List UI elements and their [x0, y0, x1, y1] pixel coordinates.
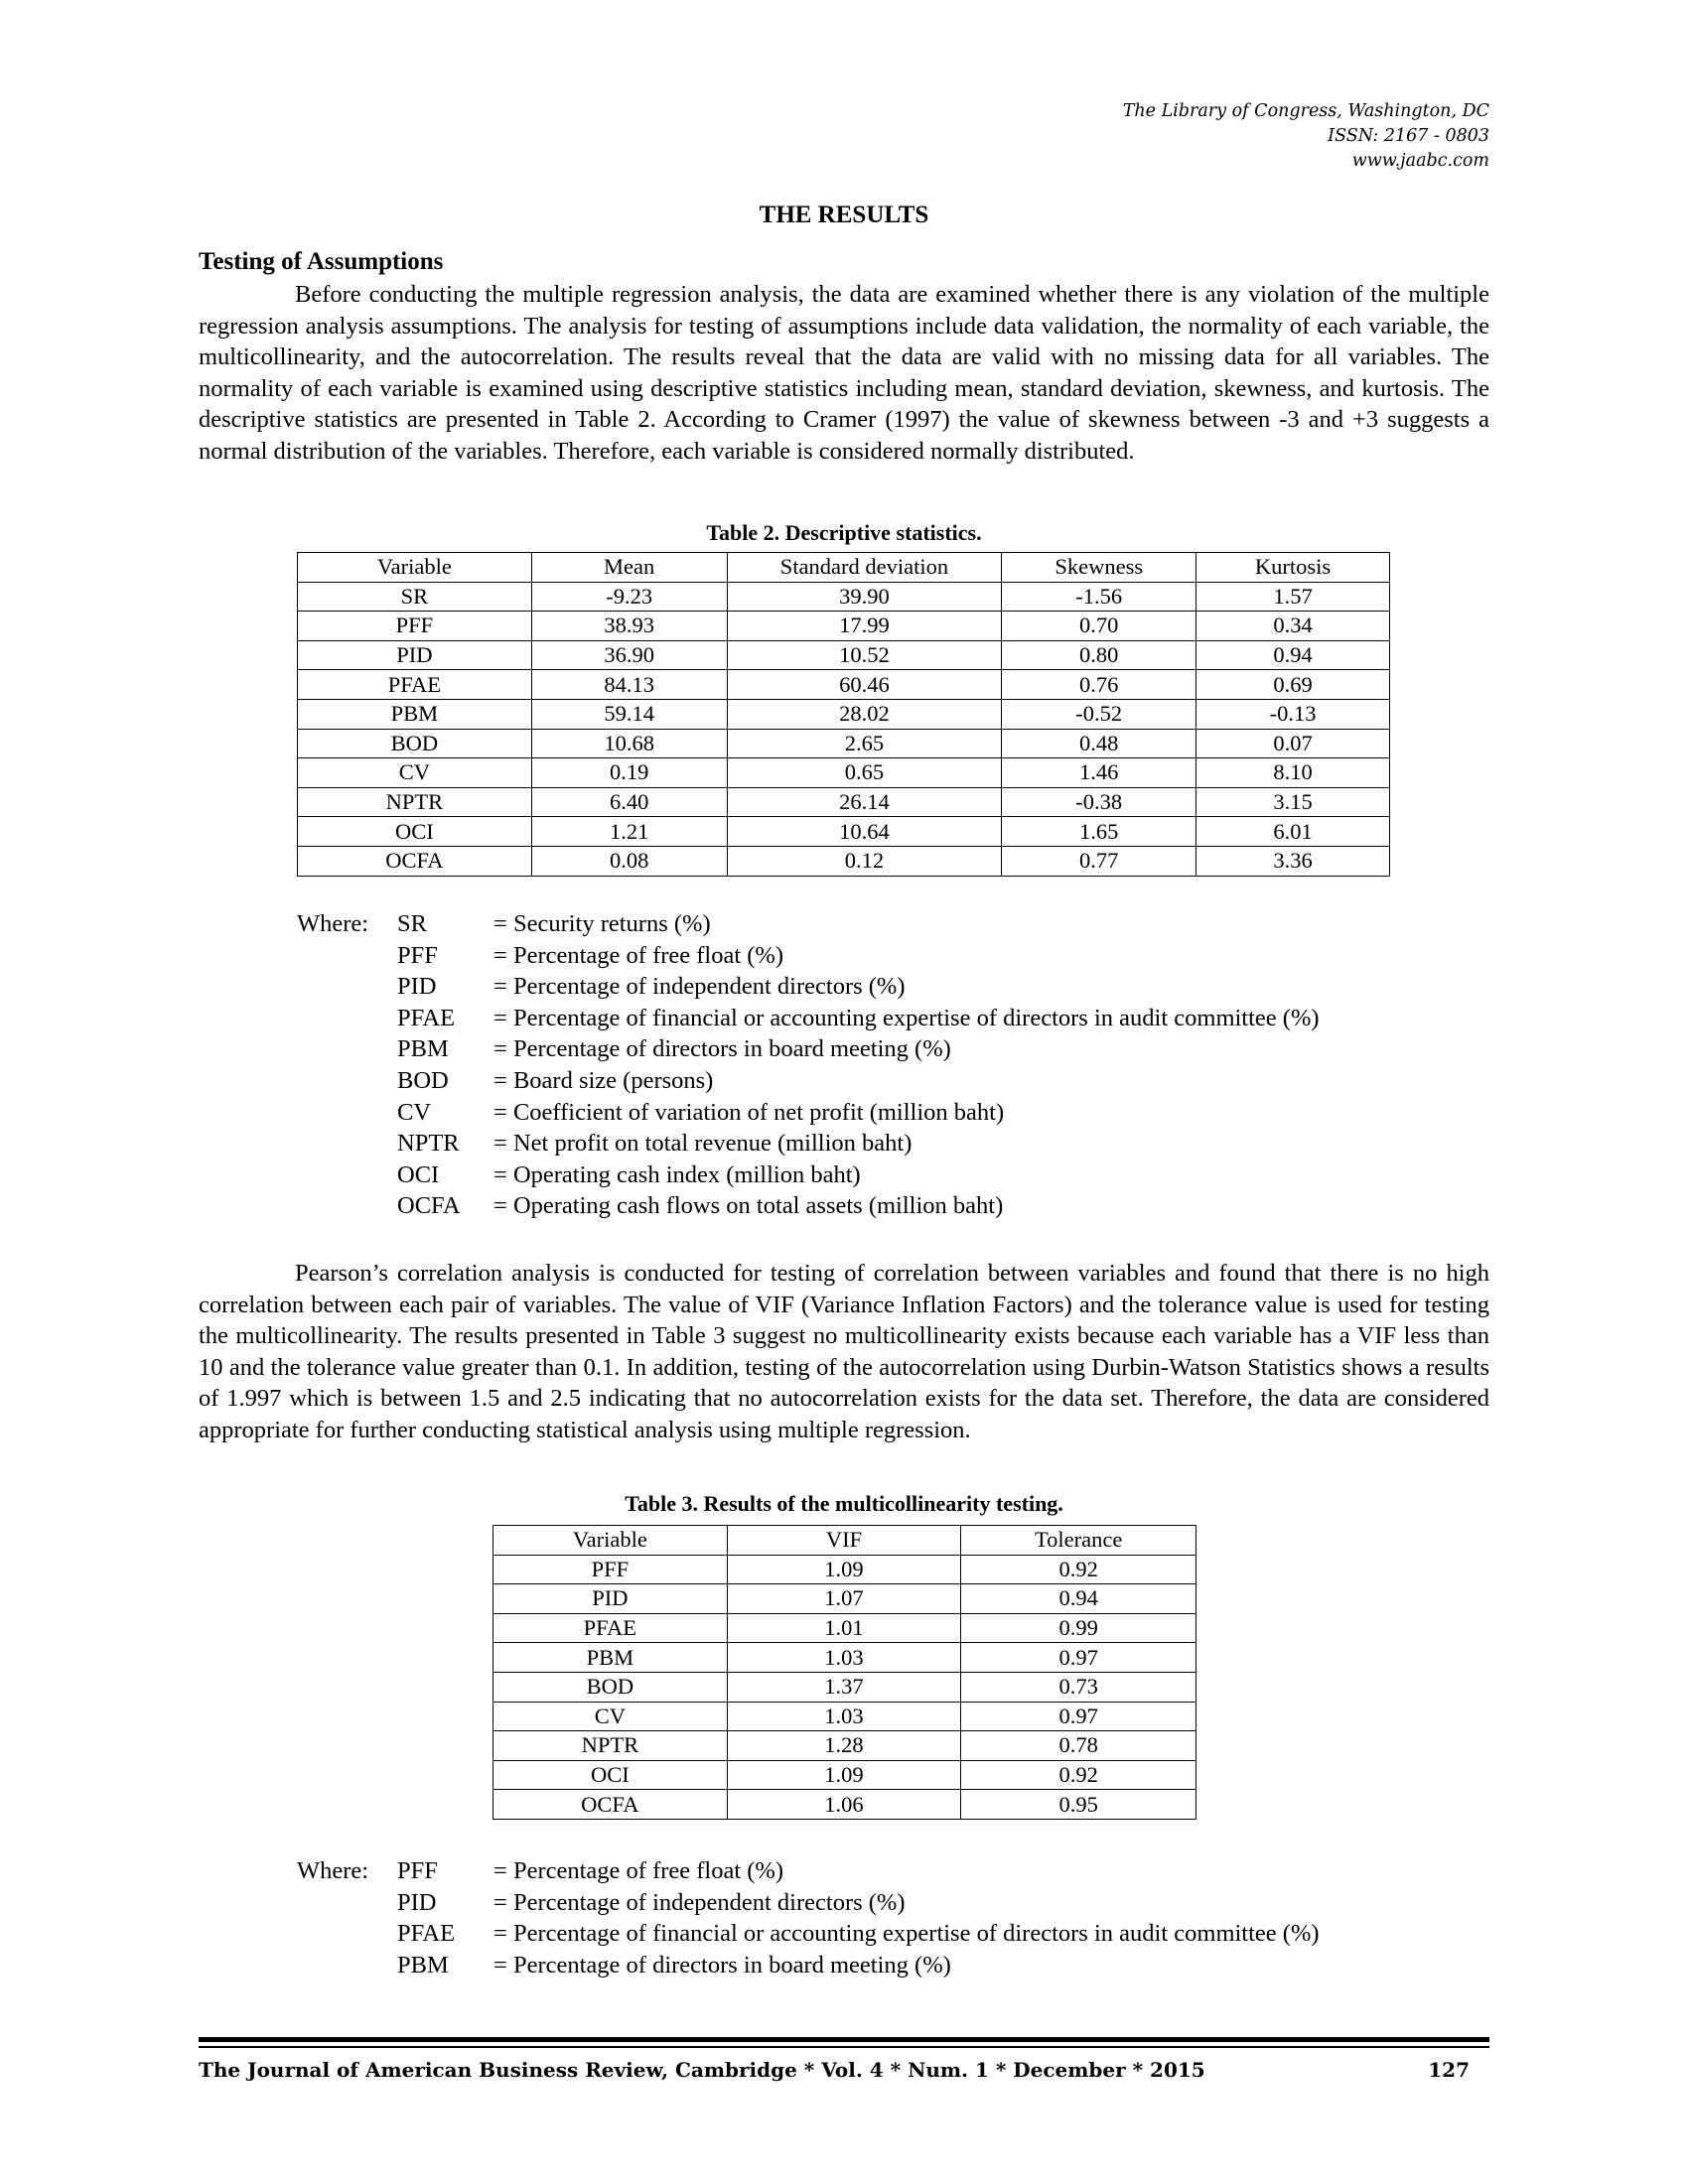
- table-cell: OCI: [493, 1760, 728, 1790]
- paragraph-assumptions: [199, 279, 1489, 467]
- table-cell: BOD: [298, 729, 532, 758]
- table-row: [493, 1731, 1196, 1761]
- subsection-title: Testing of Assumptions: [199, 248, 444, 275]
- legend-row: [297, 1950, 1320, 1981]
- table-cell: BOD: [493, 1672, 728, 1702]
- legend-definition: = Percentage of directors in board meeting (%): [493, 1035, 951, 1063]
- legend-row: [297, 971, 1320, 1003]
- column-header: Tolerance: [961, 1526, 1196, 1556]
- legend-abbr: CV: [397, 1098, 432, 1126]
- table-cell: 0.48: [1002, 729, 1196, 758]
- table-row: [493, 1643, 1196, 1673]
- table-cell: 39.90: [727, 582, 1002, 612]
- table-cell: 1.06: [727, 1790, 961, 1820]
- table-cell: 36.90: [531, 640, 727, 670]
- legend-definition: = Percentage of free float (%): [493, 941, 784, 969]
- legend-abbr: OCI: [397, 1160, 440, 1188]
- table-cell: 60.46: [727, 670, 1002, 700]
- table-row: [298, 729, 1390, 758]
- table-cell: OCFA: [493, 1790, 728, 1820]
- table-cell: 59.14: [531, 699, 727, 729]
- table-cell: 1.21: [531, 817, 727, 847]
- table-cell: 1.09: [727, 1555, 961, 1584]
- table-cell: SR: [298, 582, 532, 612]
- table-cell: 28.02: [727, 699, 1002, 729]
- legend-abbr: PBM: [397, 1951, 449, 1979]
- table2-caption: Table 2. Descriptive statistics.: [706, 520, 982, 545]
- table-row: [493, 1672, 1196, 1702]
- table-cell: 3.36: [1196, 846, 1390, 876]
- legend-row: [297, 1887, 1320, 1919]
- column-header: Variable: [298, 553, 532, 583]
- table-cell: -0.52: [1002, 699, 1196, 729]
- table-cell: 3.15: [1196, 787, 1390, 817]
- legend-row: [297, 1097, 1320, 1129]
- legend-definition: = Net profit on total revenue (million baht): [493, 1130, 913, 1158]
- legend-definition: = Operating cash flows on total assets (million baht): [493, 1192, 1004, 1220]
- paragraph-text: Pearson’s correlation analysis is conducted for testing of correlation between variables and found that there is no high correlation between each pair of variables. The value of VIF (Variance Inflation Factors) and the tolerance value is used for testing the multicollinearity. The results presented in Table 3 suggest no multicollinearity exists because each variable has a VIF less than 10 and the tolerance value greater than 0.1. In addition, testing of the autocorrelation using Durbin-Watson Statistics shows a results of 1.997 which is between 1.5 and 2.5 indicating that no autocorrelation exists for the data set. Therefore, the data are considered appropriate for further conducting statistical analysis using multiple regression.: [199, 1260, 1489, 1443]
- legend-row: [297, 1190, 1320, 1222]
- table-header-row: [298, 553, 1390, 583]
- legend-abbr: PFAE: [397, 1920, 456, 1948]
- column-header: Standard deviation: [727, 553, 1002, 583]
- variable-legend: [297, 1855, 1320, 1980]
- column-header: Kurtosis: [1196, 553, 1390, 583]
- legend-row: [297, 1918, 1320, 1950]
- table-cell: 0.99: [961, 1613, 1196, 1643]
- table-cell: CV: [493, 1702, 728, 1731]
- table-row: [493, 1760, 1196, 1790]
- table-cell: 0.76: [1002, 670, 1196, 700]
- table-cell: 0.97: [961, 1643, 1196, 1673]
- variable-legend: [297, 908, 1320, 1222]
- table-cell: OCI: [298, 817, 532, 847]
- footer-rule: [199, 2046, 1489, 2048]
- legend-row: [297, 1033, 1320, 1065]
- table-cell: 0.92: [961, 1555, 1196, 1584]
- legend-abbr: PFAE: [397, 1004, 456, 1031]
- legend-abbr: PID: [397, 1888, 437, 1916]
- table-cell: -1.56: [1002, 582, 1196, 612]
- table-row: [493, 1555, 1196, 1584]
- table-cell: 0.80: [1002, 640, 1196, 670]
- table-row: [493, 1613, 1196, 1643]
- column-header: Skewness: [1002, 553, 1196, 583]
- table-row: [298, 846, 1390, 876]
- table-cell: 0.77: [1002, 846, 1196, 876]
- table-row: [298, 699, 1390, 729]
- table-cell: 1.57: [1196, 582, 1390, 612]
- table-cell: 6.40: [531, 787, 727, 817]
- table-cell: 10.52: [727, 640, 1002, 670]
- table-row: [493, 1702, 1196, 1731]
- table-cell: NPTR: [493, 1731, 728, 1761]
- table-cell: OCFA: [298, 846, 532, 876]
- table-cell: -0.13: [1196, 699, 1390, 729]
- table-cell: 2.65: [727, 729, 1002, 758]
- multicollinearity-table: [492, 1525, 1196, 1820]
- table-cell: 0.65: [727, 758, 1002, 788]
- legend-definition: = Percentage of free float (%): [493, 1857, 784, 1884]
- table-cell: 17.99: [727, 612, 1002, 641]
- table-row: [298, 787, 1390, 817]
- footer-rule: [199, 2037, 1489, 2042]
- table-cell: 10.68: [531, 729, 727, 758]
- table-cell: 0.94: [961, 1584, 1196, 1614]
- table-row: [298, 612, 1390, 641]
- table-cell: 0.97: [961, 1702, 1196, 1731]
- table-cell: 1.09: [727, 1760, 961, 1790]
- table-cell: 0.95: [961, 1790, 1196, 1820]
- legend-definition: = Percentage of financial or accounting expertise of directors in audit committee (%): [493, 1004, 1320, 1031]
- legend-definition: = Coefficient of variation of net profit (million baht): [493, 1098, 1005, 1126]
- table-cell: 0.92: [961, 1760, 1196, 1790]
- table-cell: PFF: [298, 612, 532, 641]
- table-cell: 0.94: [1196, 640, 1390, 670]
- table-cell: NPTR: [298, 787, 532, 817]
- column-header: Mean: [531, 553, 727, 583]
- section-title: THE RESULTS: [759, 202, 929, 228]
- table-header-row: [493, 1526, 1196, 1556]
- paragraph-text: Before conducting the multiple regression analysis, the data are examined whether there is any violation of the multiple regression analysis assumptions. The analysis for testing of assumptions include data validation, the normality of each variable, the multicollinearity, and the autocorrelation. The results reveal that the data are valid with no missing data for all variables. The normality of each variable is examined using descriptive statistics including mean, standard deviation, skewness, and kurtosis. The descriptive statistics are presented in Table 2. According to Cramer (1997) the value of skewness between -3 and +3 suggests a normal distribution of the variables. Therefore, each variable is considered normally distributed.: [199, 281, 1489, 465]
- table-cell: PFF: [493, 1555, 728, 1584]
- legend-abbr: PFF: [397, 941, 438, 969]
- legend-abbr: PID: [397, 973, 437, 1001]
- table-cell: 1.37: [727, 1672, 961, 1702]
- table-row: [298, 758, 1390, 788]
- table-cell: 10.64: [727, 817, 1002, 847]
- descriptive-statistics-table: [297, 552, 1390, 877]
- legend-label: Where:: [297, 1857, 369, 1884]
- table-cell: PID: [298, 640, 532, 670]
- column-header: Variable: [493, 1526, 728, 1556]
- table-cell: 0.08: [531, 846, 727, 876]
- table-row: [298, 640, 1390, 670]
- table-cell: PFAE: [493, 1613, 728, 1643]
- table-cell: 1.01: [727, 1613, 961, 1643]
- table3-caption: Table 3. Results of the multicollinearity testing.: [625, 1491, 1063, 1516]
- table-cell: 0.78: [961, 1731, 1196, 1761]
- legend-definition: = Percentage of financial or accounting expertise of directors in audit committee (%): [493, 1920, 1320, 1948]
- table-cell: 1.46: [1002, 758, 1196, 788]
- legend-definition: = Operating cash index (million baht): [493, 1160, 861, 1188]
- table-cell: 1.65: [1002, 817, 1196, 847]
- footer-journal-citation: The Journal of American Business Review, Cambridge * Vol. 4 * Num. 1 * December * 2015: [199, 2058, 1205, 2082]
- table-cell: 0.19: [531, 758, 727, 788]
- legend-row: [297, 1003, 1320, 1034]
- table-cell: 84.13: [531, 670, 727, 700]
- table-cell: PBM: [298, 699, 532, 729]
- table-row: [298, 582, 1390, 612]
- table-cell: 1.03: [727, 1702, 961, 1731]
- table-cell: 0.34: [1196, 612, 1390, 641]
- table-cell: 8.10: [1196, 758, 1390, 788]
- table-cell: 38.93: [531, 612, 727, 641]
- legend-row: [297, 1128, 1320, 1160]
- legend-abbr: BOD: [397, 1066, 449, 1094]
- legend-abbr: PFF: [397, 1857, 438, 1884]
- table-cell: 26.14: [727, 787, 1002, 817]
- legend-definition: = Percentage of independent directors (%): [493, 973, 906, 1001]
- legend-abbr: SR: [397, 910, 427, 937]
- table-cell: PID: [493, 1584, 728, 1614]
- header-issn: ISSN: 2167 - 0803: [1328, 126, 1489, 146]
- table-cell: CV: [298, 758, 532, 788]
- table-cell: PBM: [493, 1643, 728, 1673]
- legend-abbr: NPTR: [397, 1130, 460, 1158]
- table-row: [493, 1584, 1196, 1614]
- legend-row: [297, 908, 1320, 940]
- legend-label: Where:: [297, 910, 369, 937]
- table-cell: PFAE: [298, 670, 532, 700]
- legend-abbr: PBM: [397, 1035, 449, 1063]
- table-cell: 1.28: [727, 1731, 961, 1761]
- legend-row: [297, 1065, 1320, 1097]
- table-cell: 6.01: [1196, 817, 1390, 847]
- column-header: VIF: [727, 1526, 961, 1556]
- legend-abbr: OCFA: [397, 1192, 461, 1220]
- running-header: [894, 99, 1489, 174]
- legend-row: [297, 1855, 1320, 1887]
- table-row: [298, 817, 1390, 847]
- table-cell: 0.12: [727, 846, 1002, 876]
- page-number: 127: [1428, 2058, 1470, 2082]
- table-row: [493, 1790, 1196, 1820]
- table-cell: 0.73: [961, 1672, 1196, 1702]
- table-cell: 1.07: [727, 1584, 961, 1614]
- table-cell: 0.69: [1196, 670, 1390, 700]
- paragraph-correlation: [199, 1258, 1489, 1445]
- legend-definition: = Board size (persons): [493, 1066, 714, 1094]
- header-library: The Library of Congress, Washington, DC: [1122, 101, 1489, 121]
- table-cell: 1.03: [727, 1643, 961, 1673]
- legend-definition: = Percentage of directors in board meeting (%): [493, 1951, 951, 1979]
- table-cell: 0.07: [1196, 729, 1390, 758]
- legend-definition: = Security returns (%): [493, 910, 711, 937]
- table-cell: -0.38: [1002, 787, 1196, 817]
- table-row: [298, 670, 1390, 700]
- legend-row: [297, 1160, 1320, 1191]
- legend-row: [297, 940, 1320, 972]
- table-cell: -9.23: [531, 582, 727, 612]
- legend-definition: = Percentage of independent directors (%): [493, 1888, 906, 1916]
- header-website: www.jaabc.com: [1351, 151, 1489, 171]
- table-cell: 0.70: [1002, 612, 1196, 641]
